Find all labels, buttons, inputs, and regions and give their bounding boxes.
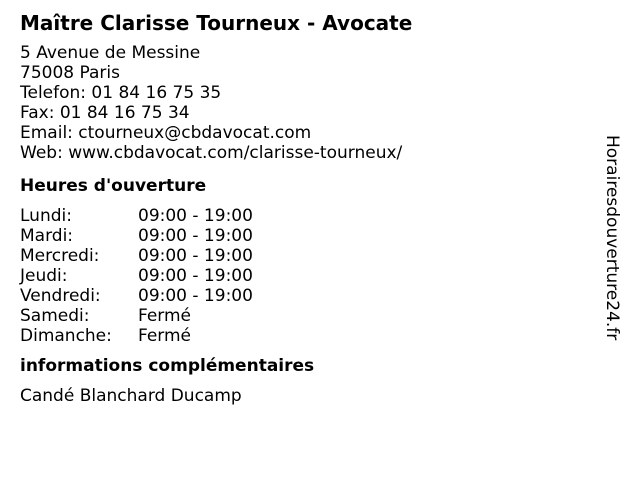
day-label: Jeudi: (20, 266, 68, 286)
additional-info-heading: informations complémentaires (20, 356, 315, 376)
address-block (20, 43, 600, 163)
phone-number: Telefon: 01 84 16 75 35 (20, 83, 222, 103)
time-range: 09:00 - 19:00 (138, 206, 253, 226)
time-range: 09:00 - 19:00 (138, 246, 253, 266)
hours-row-monday (20, 206, 600, 226)
hours-row-friday (20, 286, 600, 306)
day-label: Samedi: (20, 306, 90, 326)
postal-city: 75008 Paris (20, 63, 120, 83)
hours-row-sunday (20, 326, 600, 346)
street-address: 5 Avenue de Messine (20, 43, 201, 63)
email-address: Email: ctourneux@cbdavocat.com (20, 123, 312, 143)
time-range: 09:00 - 19:00 (138, 226, 253, 246)
opening-hours-heading: Heures d'ouverture (20, 176, 207, 196)
page-title: Maître Clarisse Tourneux - Avocate (20, 11, 413, 35)
hours-row-tuesday (20, 226, 600, 246)
day-label: Mardi: (20, 226, 74, 246)
hours-row-thursday (20, 266, 600, 286)
business-card (20, 10, 600, 406)
day-label: Lundi: (20, 206, 72, 226)
time-range: 09:00 - 19:00 (138, 286, 253, 306)
day-label: Mercredi: (20, 246, 100, 266)
time-range: Fermé (138, 306, 192, 326)
hours-row-saturday (20, 306, 600, 326)
opening-hours-table (20, 206, 600, 346)
fax-number: Fax: 01 84 16 75 34 (20, 103, 190, 123)
time-range: Fermé (138, 326, 192, 346)
site-watermark: Horairesdouverture24.fr (602, 135, 622, 341)
website: Web: www.cbdavocat.com/clarisse-tourneux/ (20, 143, 403, 163)
hours-row-wednesday (20, 246, 600, 266)
time-range: 09:00 - 19:00 (138, 266, 253, 286)
day-label: Dimanche: (20, 326, 112, 346)
additional-info-text: Candé Blanchard Ducamp (20, 386, 242, 406)
day-label: Vendredi: (20, 286, 101, 306)
